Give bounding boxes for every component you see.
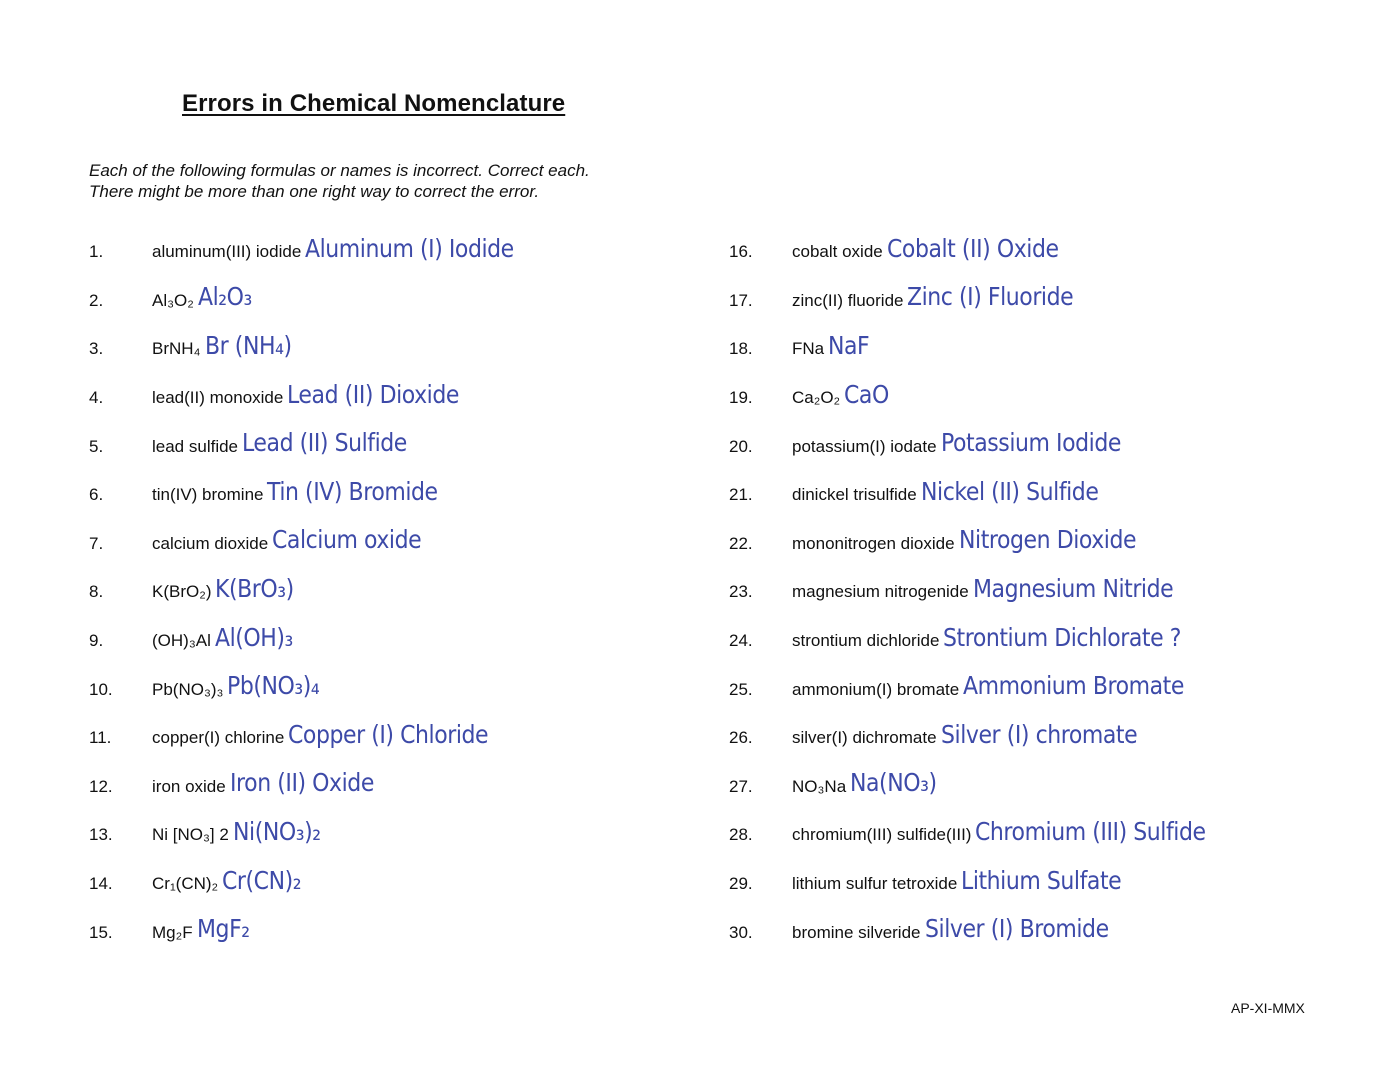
item-number: 21. [729, 485, 753, 505]
item-question: bromine silveride [792, 922, 921, 942]
handwritten-answer: CaO [844, 379, 890, 409]
question-item-3 [89, 325, 543, 374]
item-number: 22. [729, 533, 753, 553]
item-number: 28. [729, 825, 753, 845]
worksheet-title: Errors in Chemical Nomenclature [182, 90, 566, 117]
item-question: Ca₂O₂ [792, 388, 841, 408]
item-number: 7. [89, 533, 104, 553]
item-number: 24. [729, 631, 753, 651]
handwritten-answer: Lead (II) Sulfide [242, 428, 407, 458]
item-number: 17. [729, 290, 753, 310]
item-number: 20. [729, 436, 753, 456]
handwritten-answer: Copper (I) Chloride [288, 719, 489, 749]
item-number: 10. [89, 679, 113, 699]
item-question: mononitrogen dioxide [792, 533, 955, 553]
question-item-28 [729, 811, 1237, 860]
instructions [89, 160, 590, 202]
question-item-16 [729, 228, 1237, 277]
handwritten-answer: Tin (IV) Bromide [267, 476, 439, 506]
item-number: 16. [729, 242, 753, 262]
item-number: 14. [89, 874, 113, 894]
item-question: Cr₁(CN)₂ [152, 874, 219, 894]
item-question: tin(IV) bromine [152, 485, 264, 505]
question-item-6 [89, 471, 543, 520]
item-question: Mg₂F [152, 922, 193, 942]
item-number: 11. [89, 728, 112, 748]
question-item-13 [89, 811, 543, 860]
question-item-14 [89, 860, 543, 909]
question-item-19 [729, 374, 1237, 423]
question-item-20 [729, 422, 1237, 471]
item-number: 6. [89, 485, 104, 505]
handwritten-answer: Lithium Sulfate [961, 865, 1122, 895]
right-question-column [729, 228, 1237, 957]
handwritten-answer: NaF [828, 330, 870, 360]
handwritten-answer: Iron (II) Oxide [229, 768, 374, 798]
item-number: 3. [89, 339, 104, 359]
handwritten-answer: Pb(NO₃)₄ [227, 671, 320, 701]
question-item-5 [89, 422, 543, 471]
item-question: Pb(NO₃)₃ [152, 679, 224, 699]
handwritten-answer: Aluminum (I) Iodide [305, 233, 515, 263]
item-number: 13. [89, 825, 113, 845]
handwritten-answer: Ammonium Bromate [963, 671, 1185, 701]
question-item-10 [89, 665, 543, 714]
handwritten-answer: Br (NH₄) [204, 330, 292, 360]
item-number: 12. [89, 776, 113, 796]
item-number: 30. [729, 922, 753, 942]
handwritten-answer: Silver (I) Bromide [924, 914, 1109, 944]
handwritten-answer: Potassium Iodide [940, 428, 1121, 458]
item-number: 4. [89, 388, 104, 408]
question-item-11 [89, 714, 543, 763]
item-number: 26. [729, 728, 753, 748]
item-question: calcium dioxide [152, 533, 269, 553]
handwritten-answer: Lead (II) Dioxide [287, 379, 460, 409]
handwritten-answer: Na(NO₃) [850, 768, 937, 798]
item-number: 18. [729, 339, 753, 359]
item-question: iron oxide [152, 776, 226, 796]
question-item-21 [729, 471, 1237, 520]
handwritten-answer: Calcium oxide [272, 525, 422, 555]
question-item-17 [729, 277, 1237, 326]
item-question: lead(II) monoxide [152, 388, 284, 408]
item-question: lead sulfide [152, 436, 239, 456]
question-item-29 [729, 860, 1237, 909]
item-question: ammonium(I) bromate [792, 679, 960, 699]
item-number: 27. [729, 776, 753, 796]
handwritten-answer: Cr(CN)₂ [222, 865, 302, 895]
item-question: lithium sulfur tetroxide [792, 874, 958, 894]
item-number: 29. [729, 874, 753, 894]
handwritten-answer: Silver (I) chromate [940, 719, 1137, 749]
question-item-27 [729, 763, 1237, 812]
question-item-4 [89, 374, 543, 423]
handwritten-answer: Magnesium Nitride [972, 573, 1173, 603]
question-item-18 [729, 325, 1237, 374]
item-number: 19. [729, 388, 753, 408]
item-number: 15. [89, 922, 113, 942]
item-number: 25. [729, 679, 753, 699]
item-question: silver(I) dichromate [792, 728, 937, 748]
handwritten-answer: Strontium Dichlorate ? [943, 622, 1182, 652]
question-item-15 [89, 908, 543, 957]
handwritten-answer: Chromium (III) Sulfide [975, 816, 1207, 846]
item-question: strontium dichloride [792, 631, 940, 651]
item-question: cobalt oxide [792, 242, 883, 262]
item-question: (OH)₃Al [152, 631, 211, 651]
handwritten-answer: Zinc (I) Fluoride [907, 282, 1074, 312]
item-number: 5. [89, 436, 104, 456]
item-question: aluminum(III) iodide [152, 242, 302, 262]
handwritten-answer: MgF₂ [196, 914, 250, 944]
question-item-9 [89, 617, 543, 666]
handwritten-answer: K(BrO₃) [215, 573, 295, 603]
instructions-line-2: There might be more than one right way to correct the error. [89, 182, 540, 201]
footer-code: AP-XI-MMX [1231, 1000, 1305, 1016]
item-question: magnesium nitrogenide [792, 582, 969, 602]
item-question: potassium(I) iodate [792, 436, 937, 456]
item-number: 1. [89, 242, 104, 262]
question-item-1 [89, 228, 543, 277]
question-item-23 [729, 568, 1237, 617]
question-item-8 [89, 568, 543, 617]
item-question: K(BrO₂) [152, 582, 212, 602]
item-question: NO₃Na [792, 776, 847, 796]
instructions-line-1: Each of the following formulas or names is incorrect. Correct each. [89, 161, 590, 180]
question-item-2 [89, 277, 543, 326]
question-item-25 [729, 665, 1237, 714]
handwritten-answer: Cobalt (II) Oxide [886, 233, 1059, 263]
item-question: chromium(III) sulfide(III) [792, 825, 972, 845]
item-number: 2. [89, 290, 104, 310]
item-question: FNa [792, 339, 825, 359]
question-item-30 [729, 908, 1237, 957]
handwritten-answer: Nickel (II) Sulfide [920, 476, 1099, 506]
item-question: BrNH₄ [152, 339, 201, 359]
handwritten-answer: Al₂O₃ [197, 282, 252, 312]
item-question: dinickel trisulfide [792, 485, 917, 505]
question-item-12 [89, 763, 543, 812]
handwritten-answer: Nitrogen Dioxide [958, 525, 1136, 555]
handwritten-answer: Al(OH)₃ [214, 622, 293, 652]
item-question: Al₃O₂ [152, 290, 194, 310]
item-number: 23. [729, 582, 753, 602]
handwritten-answer: Ni(NO₃)₂ [232, 816, 321, 846]
question-item-22 [729, 520, 1237, 569]
question-item-7 [89, 520, 543, 569]
item-question: Ni [NO₃] 2 [152, 825, 229, 845]
item-question: zinc(II) fluoride [792, 290, 904, 310]
item-question: copper(I) chlorine [152, 728, 285, 748]
question-item-26 [729, 714, 1237, 763]
question-item-24 [729, 617, 1237, 666]
item-number: 8. [89, 582, 104, 602]
item-number: 9. [89, 631, 104, 651]
left-question-column [89, 228, 543, 957]
